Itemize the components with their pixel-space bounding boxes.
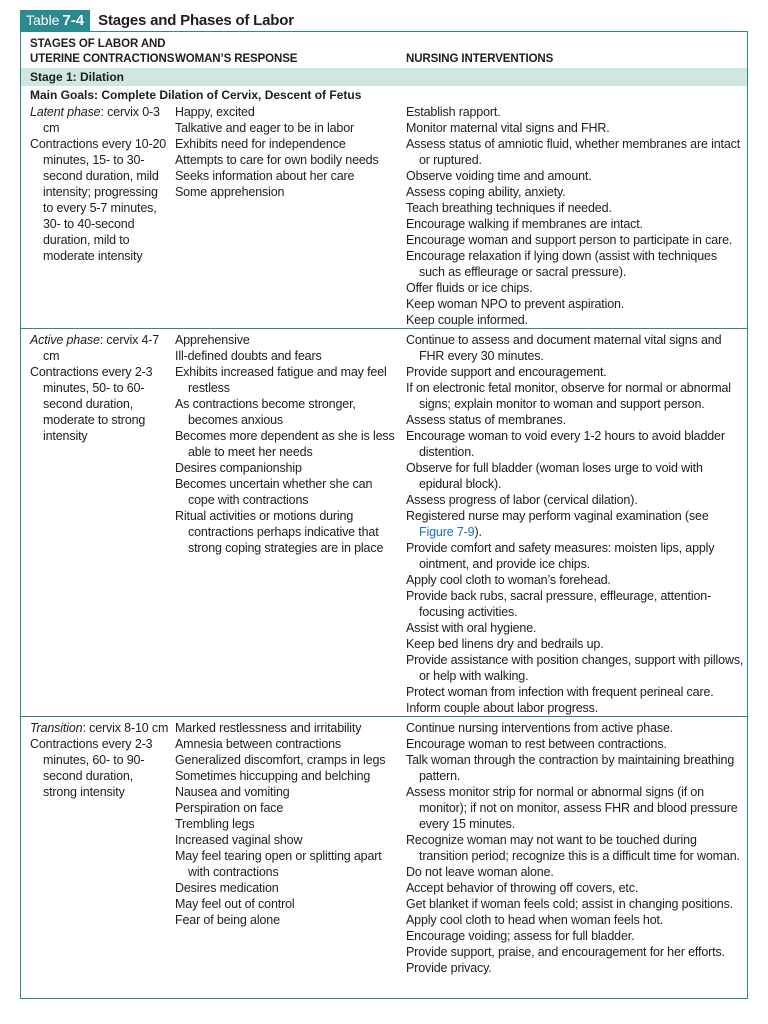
labor-table <box>20 31 748 999</box>
response-item: Talkative and eager to be in labor <box>175 121 355 135</box>
intervention-item: Assess status of amniotic fluid, whether membranes are intact or ruptured. <box>406 137 741 167</box>
intervention-item: Continue nursing interventions from active phase. <box>406 721 674 735</box>
intervention-item: Encourage relaxation if lying down (assist with techniques such as effleurage or sacral pressure). <box>406 249 717 279</box>
table-title: Stages and Phases of Labor <box>98 11 294 29</box>
intervention-item: Provide support and encouragement. <box>406 365 607 379</box>
intervention-item: Do not leave woman alone. <box>406 865 554 879</box>
intervention-item: Inform couple about labor progress. <box>406 701 599 715</box>
intervention-item: Provide back rubs, sacral pressure, effleurage, attention-focusing activities. <box>406 589 712 619</box>
response-item: Increased vaginal show <box>175 833 303 847</box>
intervention-item: Protect woman from infection with frequent perineal care. <box>406 685 714 699</box>
table-number-tag <box>20 10 90 31</box>
response-item: Becomes more dependent as she is less able to meet her needs <box>175 429 395 459</box>
intervention-item: Monitor maternal vital signs and FHR. <box>406 121 610 135</box>
intervention-item: Continue to assess and document maternal vital signs and FHR every 30 minutes. <box>406 333 722 363</box>
intervention-item: Observe for full bladder (woman loses urge to void with epidural block). <box>406 461 703 491</box>
response-item: Becomes uncertain whether she can cope with contractions <box>175 477 373 507</box>
transition-contractions: Contractions every 2-3 minutes, 60- to 90-second duration, strong intensity <box>30 737 153 799</box>
intervention-item: Keep couple informed. <box>406 313 528 327</box>
response-item: Seeks information about her care <box>175 169 355 183</box>
response-item: Apprehensive <box>175 333 250 347</box>
response-item: Perspiration on face <box>175 801 284 815</box>
latent-interventions-cell <box>406 104 746 328</box>
intervention-item: Encourage walking if membranes are intact. <box>406 217 643 231</box>
header-stages-line1: STAGES OF LABOR AND <box>30 38 166 50</box>
response-item: Generalized discomfort, cramps in legs <box>175 753 386 767</box>
intervention-item: Encourage woman to void every 1-2 hours to avoid bladder distention. <box>406 429 725 459</box>
intervention-item: Assess progress of labor (cervical dilation). <box>406 493 638 507</box>
latent-phase-cervix: : cervix 0-3 cm <box>43 105 160 135</box>
table-tag-label: Table <box>26 11 60 28</box>
row-divider <box>21 328 747 329</box>
intervention-item: Apply cool cloth to woman’s forehead. <box>406 573 611 587</box>
latent-response-cell <box>175 104 401 200</box>
response-item: Attempts to care for own bodily needs <box>175 153 379 167</box>
intervention-item: Provide assistance with position changes, support with pillows, or help with walking. <box>406 653 744 683</box>
row-divider <box>21 716 747 717</box>
response-item: Trembling legs <box>175 817 255 831</box>
response-item: May feel out of control <box>175 897 295 911</box>
active-response-cell <box>175 332 401 556</box>
response-item: Happy, excited <box>175 105 255 119</box>
response-item: Amnesia between contractions <box>175 737 342 751</box>
intervention-item: Provide support, praise, and encouragement for her efforts. <box>406 945 725 959</box>
intervention-item: Observe voiding time and amount. <box>406 169 592 183</box>
vaginal-exam-end: ). <box>474 525 482 539</box>
response-item: May feel tearing open or splitting apart with contractions <box>175 849 382 879</box>
figure-link[interactable]: Figure 7-9 <box>419 525 475 539</box>
active-contractions: Contractions every 2-3 minutes, 50- to 60-second duration, moderate to strong intensity <box>30 365 153 443</box>
intervention-item: Recognize woman may not want to be touched during transition period; recognize this is a difficult time for woman. <box>406 833 740 863</box>
transition-response-cell <box>175 720 401 928</box>
header-stages-line2: UTERINE CONTRACTIONS <box>30 53 175 65</box>
intervention-item: Get blanket if woman feels cold; assist in changing positions. <box>406 897 733 911</box>
latent-phase-name: Latent phase <box>30 105 101 119</box>
active-phase-label <box>30 332 170 364</box>
response-item: Exhibits need for independence <box>175 137 346 151</box>
intervention-item: Establish rapport. <box>406 105 501 119</box>
active-stage-cell <box>30 332 170 444</box>
latent-stage-cell <box>30 104 170 264</box>
response-item: As contractions become stronger, becomes anxious <box>175 397 356 427</box>
intervention-item: Assist with oral hygiene. <box>406 621 537 635</box>
response-item: Ill-defined doubts and fears <box>175 349 322 363</box>
response-item: Fear of being alone <box>175 913 280 927</box>
response-item: Desires companionship <box>175 461 302 475</box>
vaginal-exam-text: Registered nurse may perform vaginal examination (see <box>406 509 709 523</box>
intervention-item-vaginal-exam <box>406 508 746 540</box>
table-header <box>21 32 747 68</box>
main-goals: Main Goals: Complete Dilation of Cervix, Descent of Fetus <box>30 88 362 102</box>
response-item: Marked restlessness and irritability <box>175 721 362 735</box>
active-phase-name: Active phase <box>30 333 100 347</box>
intervention-item: Assess status of membranes. <box>406 413 566 427</box>
table-title-bar <box>20 9 294 31</box>
response-item: Ritual activities or motions during contractions perhaps indicative that strong coping strategies are in place <box>175 509 384 555</box>
response-item: Exhibits increased fatigue and may feel restless <box>175 365 387 395</box>
intervention-item: If on electronic fetal monitor, observe for normal or abnormal signs; explain monitor to woman and support person. <box>406 381 731 411</box>
intervention-item: Assess monitor strip for normal or abnormal signs (if on monitor); if not on monitor, assess FHR and blood pressure every 15 minutes. <box>406 785 738 831</box>
active-interventions-cell <box>406 332 746 716</box>
transition-phase-cervix: : cervix 8-10 cm <box>82 721 169 735</box>
transition-stage-cell <box>30 720 170 800</box>
intervention-item: Keep bed linens dry and bedrails up. <box>406 637 604 651</box>
intervention-item: Encourage woman to rest between contractions. <box>406 737 667 751</box>
table-number: 7-4 <box>62 11 85 29</box>
intervention-item: Assess coping ability, anxiety. <box>406 185 566 199</box>
header-interventions: NURSING INTERVENTIONS <box>406 53 554 65</box>
active-phase-cervix: : cervix 4-7 cm <box>43 333 160 363</box>
intervention-item: Talk woman through the contraction by maintaining breathing pattern. <box>406 753 735 783</box>
intervention-item: Keep woman NPO to prevent aspiration. <box>406 297 625 311</box>
intervention-item: Provide comfort and safety measures: moisten lips, apply ointment, and provide ice chips. <box>406 541 715 571</box>
response-item: Some apprehension <box>175 185 285 199</box>
intervention-item: Offer fluids or ice chips. <box>406 281 533 295</box>
intervention-item: Encourage voiding; assess for full bladder. <box>406 929 635 943</box>
response-item: Sometimes hiccupping and belching <box>175 769 371 783</box>
latent-phase-label <box>30 104 170 136</box>
intervention-item: Accept behavior of throwing off covers, etc. <box>406 881 639 895</box>
intervention-item: Encourage woman and support person to participate in care. <box>406 233 733 247</box>
intervention-item: Provide privacy. <box>406 961 492 975</box>
header-response: WOMAN’S RESPONSE <box>175 53 298 65</box>
intervention-item: Apply cool cloth to head when woman feels hot. <box>406 913 664 927</box>
header-stages <box>30 37 174 67</box>
transition-interventions-cell <box>406 720 746 976</box>
intervention-item: Teach breathing techniques if needed. <box>406 201 612 215</box>
transition-phase-label <box>30 720 170 736</box>
response-item: Desires medication <box>175 881 279 895</box>
response-item: Nausea and vomiting <box>175 785 290 799</box>
transition-phase-name: Transition <box>30 721 83 735</box>
latent-contractions: Contractions every 10-20 minutes, 15- to 30-second duration, mild intensity; progressing to every 5-7 minutes, 30- to 40-second duration, mild to moderate intensity <box>30 137 167 263</box>
stage-band: Stage 1: Dilation <box>21 68 747 86</box>
